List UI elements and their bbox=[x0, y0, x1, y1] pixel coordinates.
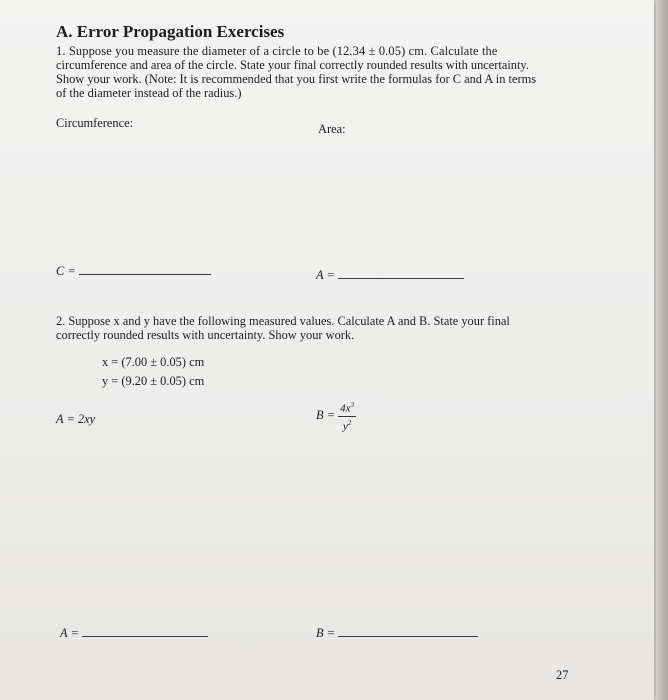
c-answer-label: C = bbox=[56, 264, 76, 278]
problem1-line3: Show your work. (Note: It is recommended that you first write the formulas for C and A in terms bbox=[56, 72, 537, 86]
b-formula-denominator: $y^2$ bbox=[342, 418, 352, 433]
b-answer-blank[interactable] bbox=[338, 636, 478, 637]
y-value: y = (9.20 ± 0.05) cm bbox=[102, 374, 205, 388]
circumference-label: Circumference: bbox=[56, 116, 134, 130]
b-answer-label: B = bbox=[316, 626, 336, 640]
b-formula-fraction bbox=[338, 400, 356, 432]
a-answer-label: A = bbox=[60, 626, 79, 640]
area-answer-label: A = bbox=[316, 268, 335, 282]
b-answer-row bbox=[316, 626, 478, 641]
a-answer-row-1 bbox=[316, 268, 464, 283]
area-label: Area: bbox=[318, 122, 346, 136]
a-answer-blank[interactable] bbox=[82, 636, 208, 637]
page-edge-shadow bbox=[656, 0, 668, 700]
x-value: x = (7.00 ± 0.05) cm bbox=[102, 355, 205, 369]
c-answer-blank[interactable] bbox=[79, 274, 211, 275]
a-answer-row-2 bbox=[60, 626, 208, 641]
area-answer-blank[interactable] bbox=[338, 278, 464, 279]
problem1-line1: 1. Suppose you measure the diameter of a circle to be (12.34 ± 0.05) cm. Calculate the bbox=[56, 44, 498, 58]
problem1-line4: of the diameter instead of the radius.) bbox=[56, 86, 242, 100]
b-formula-lhs: B = bbox=[316, 408, 336, 422]
problem1-line2: circumference and area of the circle. State your final correctly rounded results with uncertainty. bbox=[56, 58, 529, 72]
page-number: 27 bbox=[556, 668, 569, 682]
b-formula bbox=[316, 400, 356, 432]
a-formula: A = 2xy bbox=[56, 412, 96, 426]
problem2-line1: 2. Suppose x and y have the following measured values. Calculate A and B. State your final bbox=[56, 314, 510, 328]
problem2-line2: correctly rounded results with uncertainty. Show your work. bbox=[56, 328, 355, 342]
c-answer-row bbox=[56, 264, 211, 279]
section-title: A. Error Propagation Exercises bbox=[56, 22, 285, 41]
b-formula-numerator: $4x^3$ bbox=[340, 401, 355, 415]
